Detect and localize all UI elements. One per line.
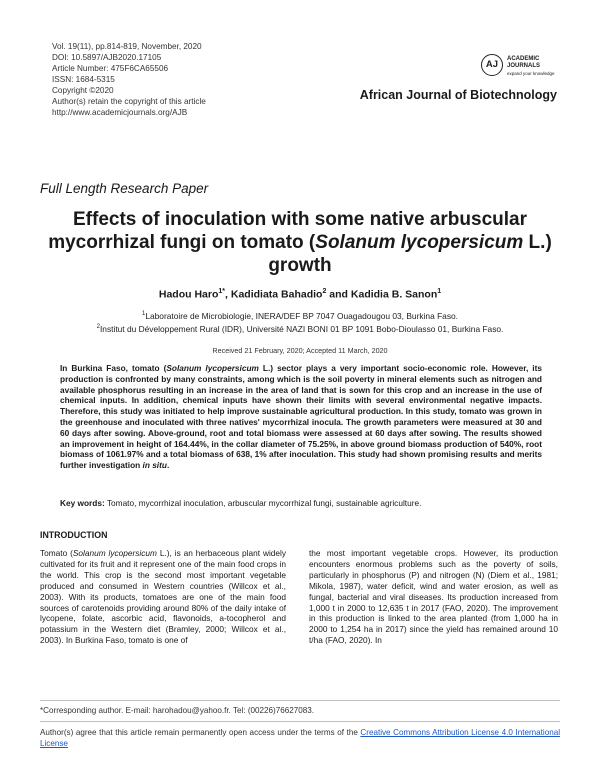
body-column-right: the most important vegetable crops. However, its production encounters enormous problems such as the poverty of soils, particularly in phosphorus (P) and nitrogen (N) (Diem et al., 1981; Mikola, 1987), water deficit, wind and water erosion, as well as fungal, bacterial and viral diseases. Its production increased from 1,000 t in 2000 to 12,635 t in 2017 (FAO, 2020). The improvement in this production is linked to the area planted (from 1,000 ha in 2000 to 1,254 ha in 2017) since the yield has remained around 10 t/ha (FAO, 2020). In (309, 548, 558, 646)
author-name: Hadou Haro (158, 288, 219, 301)
title-part-2: L.) growth (268, 232, 552, 276)
author-name: Kadidiata Bahadio (230, 288, 323, 301)
corresponding-author-note: *Corresponding author. E-mail: harohadou@yahoo.fr. Tel: (00226)76627083. (40, 706, 314, 715)
author-affiliation-sup: 2 (322, 288, 327, 295)
author-affiliation-sup: 1 (437, 288, 442, 295)
meta-doi: DOI: 10.5897/AJB2020.17105 (52, 53, 162, 62)
article-metadata (52, 41, 206, 118)
meta-copyright: Copyright ©2020 (52, 86, 114, 95)
body-column-left (40, 548, 286, 646)
affiliation-text: Laboratoire de Microbiologie, INERA/DEF BP 7047 Ouagadougou 03, Burkina Faso. (145, 310, 459, 321)
logo-wordmark (507, 56, 555, 77)
footnote-divider (40, 700, 560, 701)
paper-title (20, 208, 580, 277)
keywords-label: Key words: (60, 498, 105, 508)
abstract-in-situ: in situ (142, 460, 167, 471)
abstract-text-body: L.) sector plays a very important socio-economic role. However, its production is confronted by many constraints, among which is the soil poverty in mineral elements such as nitrogen and available phosphorus resulting in an increase in the area of land that is sown for this crop and an increase in the use of chemical inputs. In addition, chemical inputs have shown their limits with several environmental negative impacts. Therefore, this study was initiated to help improve sustainable agricultural production. In this study, tomato was grown in the greenhouse and inoculated with three natives' mycorrhizal inocula. The growth parameters were measured at 30 and 60 days after sowing. Above-ground, root and total biomass were assessed at 60 days after sowing. The results showed an improvement in height of 164.44%, in the collar diameter of 75.25%, in above ground biomass production of 540%, root biomass of 1061.97% and a total biomass of 638, 1% after inoculation. This study had shown promising results and merits further investigation (60, 363, 542, 471)
affiliation-text: Institut du Développement Rural (IDR), Université NAZI BONI 01 BP 1091 Bobo-Dioulasso 01, Burkina Faso. (99, 323, 504, 334)
logo-line-3: expand your knowledge (507, 71, 555, 76)
title-part-1: Effects of inoculation with some native arbuscular mycorrhizal fungi on tomato ( (48, 209, 527, 253)
author-separator: and (326, 288, 351, 301)
license-note (40, 727, 560, 749)
column-text-start: Tomato ( (40, 548, 73, 558)
meta-volume: Vol. 19(11), pp.814-819, November, 2020 (52, 42, 202, 51)
abstract-text-end: . (166, 460, 170, 471)
author-separator: , (225, 288, 231, 301)
affiliation-line (0, 322, 600, 335)
license-link[interactable]: Creative Commons Attribution License 4.0 International License (40, 728, 560, 748)
meta-rights: Author(s) retain the copyright of this article (52, 97, 206, 106)
affiliation-line (0, 309, 600, 322)
author-affiliation-sup: 1 (218, 288, 223, 295)
meta-issn: ISSN: 1684-5315 (52, 75, 115, 84)
aj-logo-icon: AJ (481, 54, 503, 76)
meta-url: http://www.academicjournals.org/AJB (52, 108, 188, 117)
keywords (60, 498, 542, 509)
column-species: Solanum lycopersicum (72, 548, 157, 558)
license-divider (40, 721, 560, 722)
journal-name: African Journal of Biotechnology (359, 88, 557, 102)
affiliation-sup: 2 (96, 323, 100, 330)
author-list (0, 288, 600, 301)
license-text: Author(s) agree that this article remain permanently open access under the terms of the (40, 728, 361, 737)
column-text-body: L.), is an herbaceous plant widely cultivated for its fruit and it represent one of the main food crops in the world. This crop is the second most important vegetable produced and consumed in Western countries (Willcox et al., 2003). With its products, tomatoes are one of the main food sources of carotenoids providing around 80% of the daily intake of lycopene, folate, ascorbic acid, flavonoids, a-tocopherol and potassium in the Western diet (Bramley, 2000; Willcox et al., 2003). In Burkina Faso, tomato is one of (40, 548, 287, 646)
abstract (60, 363, 542, 471)
logo-line-1: ACADEMIC (507, 56, 540, 62)
affiliations (0, 309, 600, 335)
introduction-heading: INTRODUCTION (40, 530, 108, 540)
affiliation-sup: 1 (141, 311, 146, 317)
paper-type: Full Length Research Paper (40, 181, 209, 196)
meta-article-number: Article Number: 475F6CA65506 (52, 64, 169, 73)
keywords-text: Tomato, mycorrhizal inoculation, arbuscular mycorrhizal fungi, sustainable agriculture. (104, 498, 422, 508)
abstract-species: Solanum lycopersicum (166, 363, 259, 373)
abstract-text-start: In Burkina Faso, tomato ( (60, 363, 167, 373)
author-name: Kadidia B. Sanon (350, 288, 438, 301)
received-dates: Received 21 February, 2020; Accepted 11 March, 2020 (212, 346, 388, 355)
title-species: Solanum lycopersicum (315, 232, 524, 253)
corresponding-mark: * (222, 288, 226, 295)
logo-line-2: JOURNALS (507, 63, 541, 69)
